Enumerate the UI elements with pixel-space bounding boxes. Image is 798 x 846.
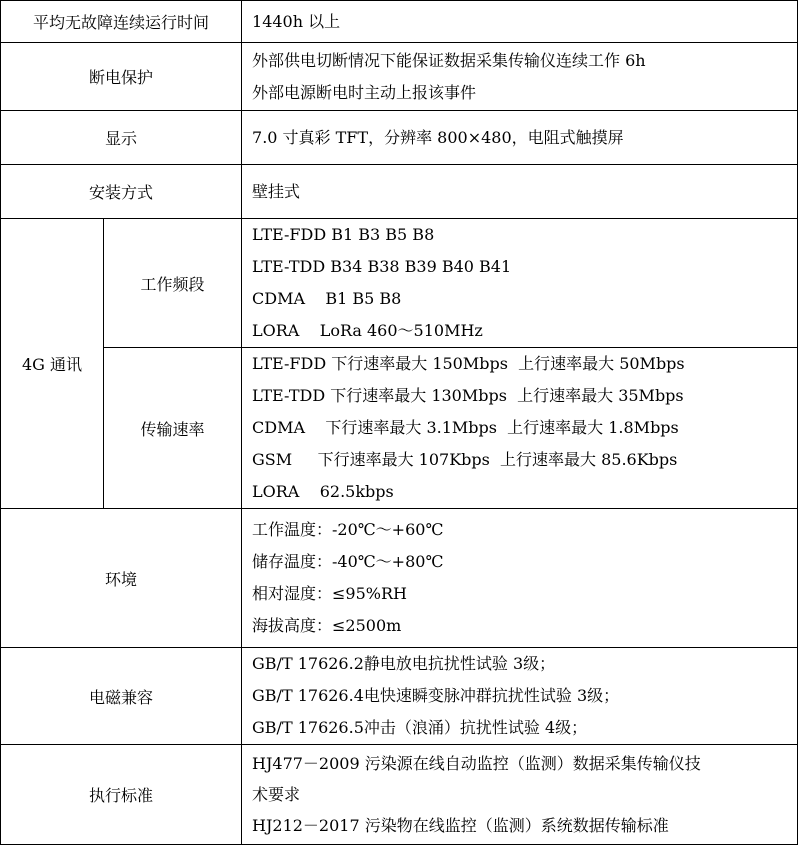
label-comm: 4G 通讯 xyxy=(1,219,104,509)
label-emc: 电磁兼容 xyxy=(1,648,242,745)
value-environment xyxy=(242,509,798,648)
value-line: 术要求 xyxy=(252,785,301,804)
value-install xyxy=(242,165,798,219)
value-line: CDMA B1 B5 B8 xyxy=(252,289,402,308)
table-row-standard xyxy=(1,745,798,845)
label-environment: 环境 xyxy=(1,509,242,648)
value-line: 7.0 寸真彩 TFT，分辨率 800×480，电阻式触摸屏 xyxy=(252,127,624,147)
table-row-environment xyxy=(1,509,798,648)
value-line: 外部供电切断情况下能保证数据采集传输仪连续工作 6h xyxy=(252,50,646,70)
value-line: HJ212－2017 污染物在线监控（监测）系统数据传输标准 xyxy=(252,816,669,835)
label-mtbf: 平均无故障连续运行时间 xyxy=(1,1,242,43)
value-emc xyxy=(242,648,798,745)
label-power-loss: 断电保护 xyxy=(1,43,242,111)
value-mtbf xyxy=(242,1,798,43)
value-line: GB/T 17626.2静电放电抗扰性试验 3级； xyxy=(252,654,556,673)
value-rate xyxy=(242,348,798,509)
value-line: LORA LoRa 460～510MHz xyxy=(252,321,483,340)
table-row-mtbf xyxy=(1,1,798,43)
value-line: HJ477－2009 污染源在线自动监控（监测）数据采集传输仪技 xyxy=(252,754,701,773)
value-band xyxy=(242,219,798,348)
value-line: 工作温度：-20℃～+60℃ xyxy=(252,520,444,539)
label-rate: 传输速率 xyxy=(104,348,242,509)
table-row-rate xyxy=(1,348,798,509)
value-line: LTE-FDD B1 B3 B5 B8 xyxy=(252,225,435,244)
value-line: LTE-TDD B34 B38 B39 B40 B41 xyxy=(252,257,512,276)
value-line: 外部电源断电时主动上报该事件 xyxy=(252,82,477,102)
value-line: 1440h 以上 xyxy=(252,11,341,31)
value-line: GB/T 17626.4电快速瞬变脉冲群抗扰性试验 3级； xyxy=(252,686,620,705)
label-install: 安装方式 xyxy=(1,165,242,219)
label-standard: 执行标准 xyxy=(1,745,242,845)
value-line: CDMA 下行速率最大 3.1Mbps 上行速率最大 1.8Mbps xyxy=(252,418,679,437)
label-band: 工作频段 xyxy=(104,219,242,348)
value-line: 海拔高度：≤2500m xyxy=(252,616,402,635)
value-line: GB/T 17626.5冲击（浪涌）抗扰性试验 4级； xyxy=(252,718,588,737)
value-display xyxy=(242,111,798,165)
table-row-display xyxy=(1,111,798,165)
label-display: 显示 xyxy=(1,111,242,165)
value-line: 相对湿度：≤95%RH xyxy=(252,584,407,603)
value-line: LTE-FDD 下行速率最大 150Mbps 上行速率最大 50Mbps xyxy=(252,354,685,373)
table-row-emc xyxy=(1,648,798,745)
value-power-loss xyxy=(242,43,798,111)
table-row-power-loss xyxy=(1,43,798,111)
table-row-band xyxy=(1,219,798,348)
value-line: LTE-TDD 下行速率最大 130Mbps 上行速率最大 35Mbps xyxy=(252,386,684,405)
value-line: LORA 62.5kbps xyxy=(252,482,394,501)
value-line: GSM 下行速率最大 107Kbps 上行速率最大 85.6Kbps xyxy=(252,450,678,469)
value-line: 储存温度：-40℃～+80℃ xyxy=(252,552,444,571)
table-row-install xyxy=(1,165,798,219)
value-line: 壁挂式 xyxy=(252,181,301,201)
value-standard xyxy=(242,745,798,845)
